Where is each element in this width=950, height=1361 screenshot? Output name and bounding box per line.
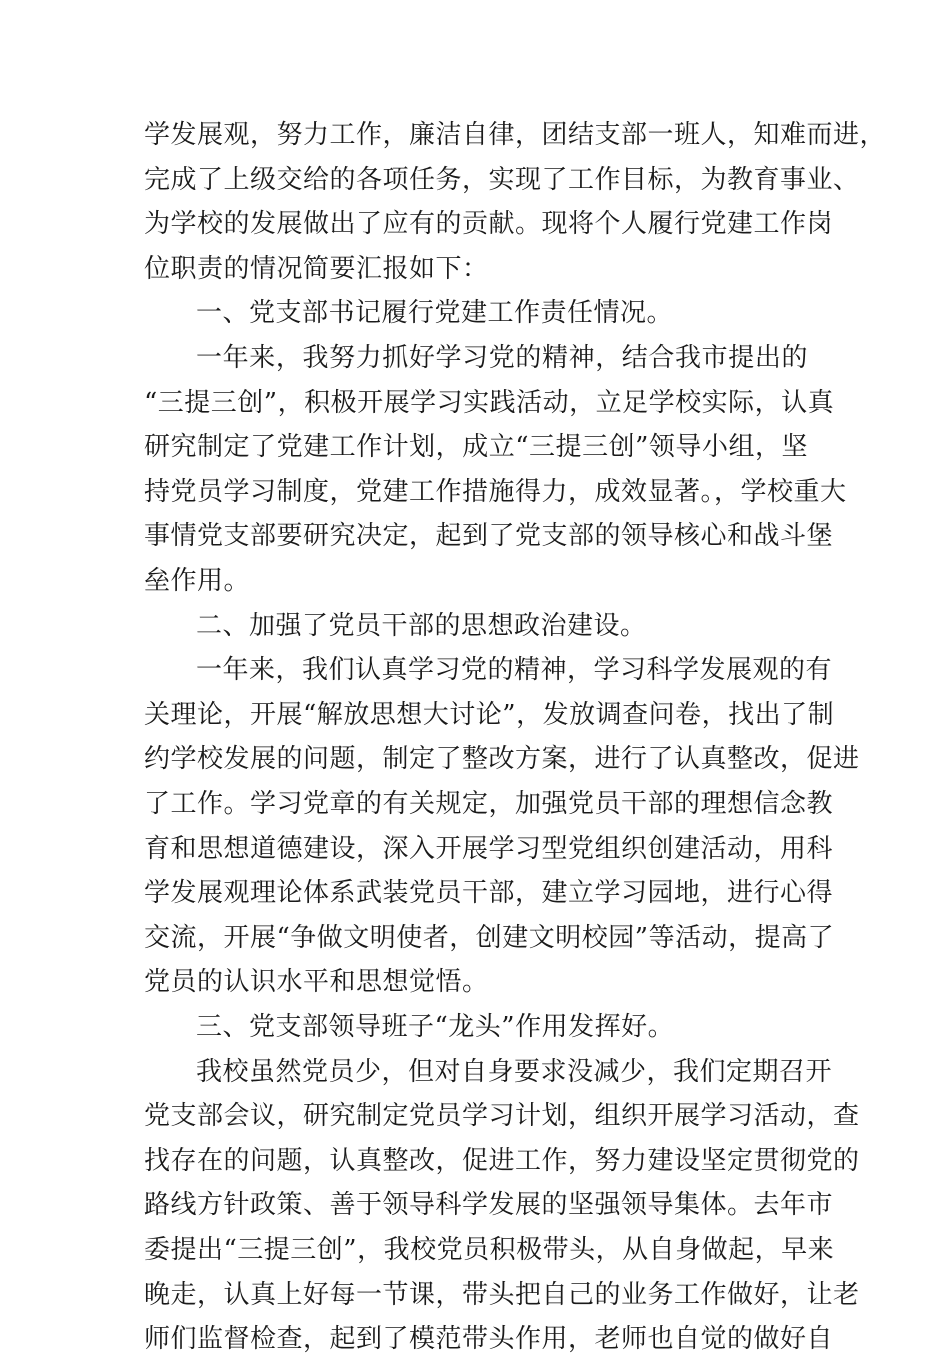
text-line: 完成了上级交给的各项任务，实现了工作目标，为教育事业、 — [144, 165, 860, 195]
text-line: 党支部会议，研究制定党员学习计划，组织开展学习活动，查 — [144, 1101, 860, 1131]
text-line: 党员的认识水平和思想觉悟。 — [144, 967, 489, 997]
text-line: 我校虽然党员少，但对自身要求没减少，我们定期召开 — [196, 1057, 833, 1087]
text-line: 垒作用。 — [144, 566, 251, 596]
text-line: 找存在的问题，认真整改，促进工作，努力建设坚定贯彻党的 — [144, 1146, 860, 1176]
text-line: 三、党支部领导班子“龙头”作用发挥好。 — [196, 1012, 675, 1042]
text-line: 委提出“三提三创”，我校党员积极带头，从自身做起，早来 — [144, 1235, 835, 1265]
text-line: 师们监督检查，起到了模范带头作用，老师也自觉的做好自 — [144, 1324, 834, 1354]
text-line: 一年来，我努力抓好学习党的精神，结合我市提出的 — [196, 343, 808, 373]
text-line: 为学校的发展做出了应有的贡献。现将个人履行党建工作岗 — [144, 209, 834, 239]
text-line: 学发展观理论体系武装党员干部，建立学习园地，进行心得 — [144, 878, 834, 908]
text-line: 路线方针政策、善于领导科学发展的坚强领导集体。去年市 — [144, 1190, 834, 1220]
text-line: 一、党支部书记履行党建工作责任情况。 — [196, 298, 674, 328]
text-line: 关理论，开展“解放思想大讨论”，发放调查问卷，找出了制 — [144, 700, 835, 730]
text-line: 晚走，认真上好每一节课，带头把自己的业务工作做好，让老 — [144, 1280, 860, 1310]
text-line: 学发展观，努力工作，廉洁自律，团结支部一班人，知难而进， — [144, 120, 887, 150]
text-line: 交流，开展“争做文明使者，创建文明校园”等活动，提高了 — [144, 923, 835, 953]
text-line: 一年来，我们认真学习党的精神，学习科学发展观的有 — [196, 655, 833, 685]
text-line: 了工作。学习党章的有关规定，加强党员干部的理想信念教 — [144, 789, 834, 819]
text-line: 二、加强了党员干部的思想政治建设。 — [196, 611, 647, 641]
text-line: 研究制定了党建工作计划，成立“三提三创”领导小组，坚 — [144, 432, 808, 462]
text-line: 事情党支部要研究决定，起到了党支部的领导核心和战斗堡 — [144, 521, 834, 551]
text-line: “三提三创”，积极开展学习实践活动，立足学校实际，认真 — [144, 388, 835, 418]
text-line: 位职责的情况简要汇报如下： — [144, 254, 489, 284]
text-line: 约学校发展的问题，制定了整改方案，进行了认真整改，促进 — [144, 744, 860, 774]
text-line: 持党员学习制度，党建工作措施得力，成效显著。，学校重大 — [144, 477, 847, 507]
text-line: 育和思想道德建设，深入开展学习型党组织创建活动，用科 — [144, 834, 834, 864]
